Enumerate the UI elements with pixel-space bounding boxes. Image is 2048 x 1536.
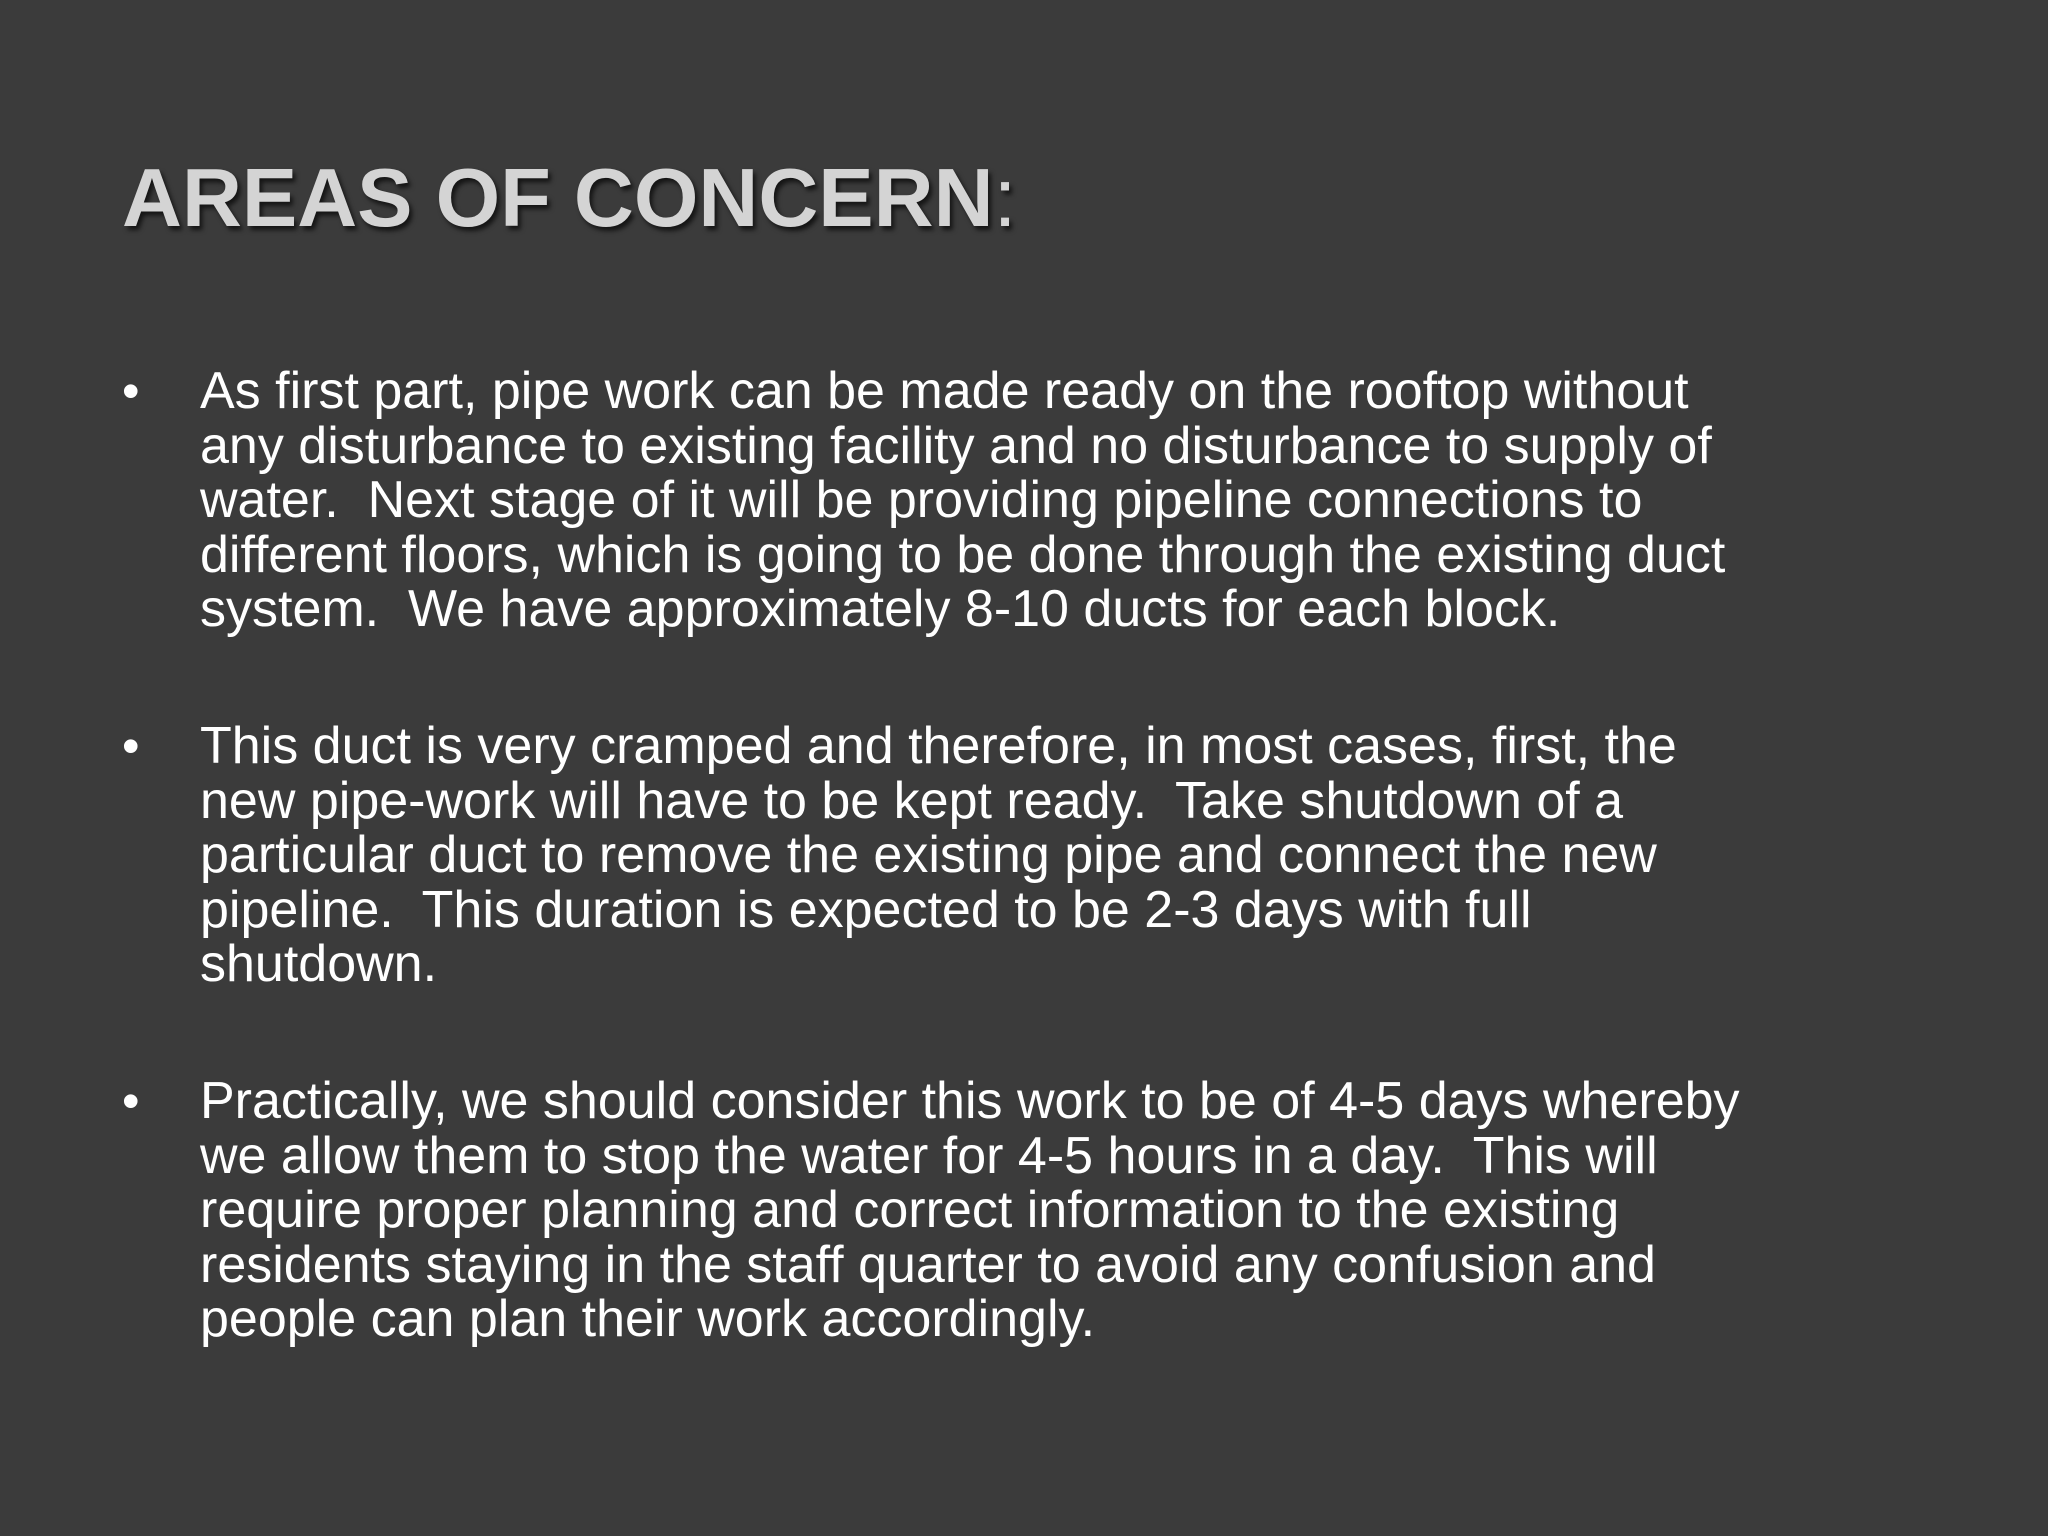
bullet-line: shutdown. bbox=[200, 935, 438, 993]
bullet-line: residents staying in the staff quarter to avoid any confusion and bbox=[200, 1235, 1656, 1294]
bullet-dot-icon: • bbox=[122, 1073, 140, 1129]
bullet-line: As first part, pipe work can be made ready on the rooftop without bbox=[200, 362, 1689, 420]
bullet-line: system. We have approximately 8-10 ducts for each block. bbox=[200, 580, 1561, 638]
bullet-line: Practically, we should consider this work to be of 4-5 days whereby bbox=[200, 1072, 1740, 1130]
bullet-line: pipeline. This duration is expected to be 2-3 days with full bbox=[200, 880, 1532, 939]
bullet-text bbox=[200, 364, 2000, 637]
bullet-line: any disturbance to existing facility and no disturbance to supply of bbox=[200, 416, 1712, 475]
bullet-line: we allow them to stop the water for 4-5 hours in a day. This will bbox=[200, 1126, 1658, 1185]
bullet-line: new pipe-work will have to be kept ready. Take shutdown of a bbox=[200, 771, 1624, 830]
bullet-line: different floors, which is going to be done through the existing duct bbox=[200, 525, 1726, 584]
bullet-line: particular duct to remove the existing pipe and connect the new bbox=[200, 826, 1657, 884]
bullet-text bbox=[200, 1074, 2000, 1347]
bullet-dot-icon: • bbox=[122, 363, 140, 419]
bullet-line: water. Next stage of it will be providing pipeline connections to bbox=[200, 471, 1643, 529]
slide-title-text: AREAS OF CONCERN bbox=[122, 151, 994, 244]
bullet-text bbox=[200, 719, 2000, 992]
bullet-line: require proper planning and correct information to the existing bbox=[200, 1181, 1620, 1239]
bullet-dot-icon: • bbox=[122, 718, 140, 774]
bullet-line: This duct is very cramped and therefore, in most cases, first, the bbox=[200, 717, 1677, 775]
bullet-line: people can plan their work accordingly. bbox=[200, 1290, 1096, 1348]
slide-title-colon: : bbox=[993, 151, 1017, 244]
